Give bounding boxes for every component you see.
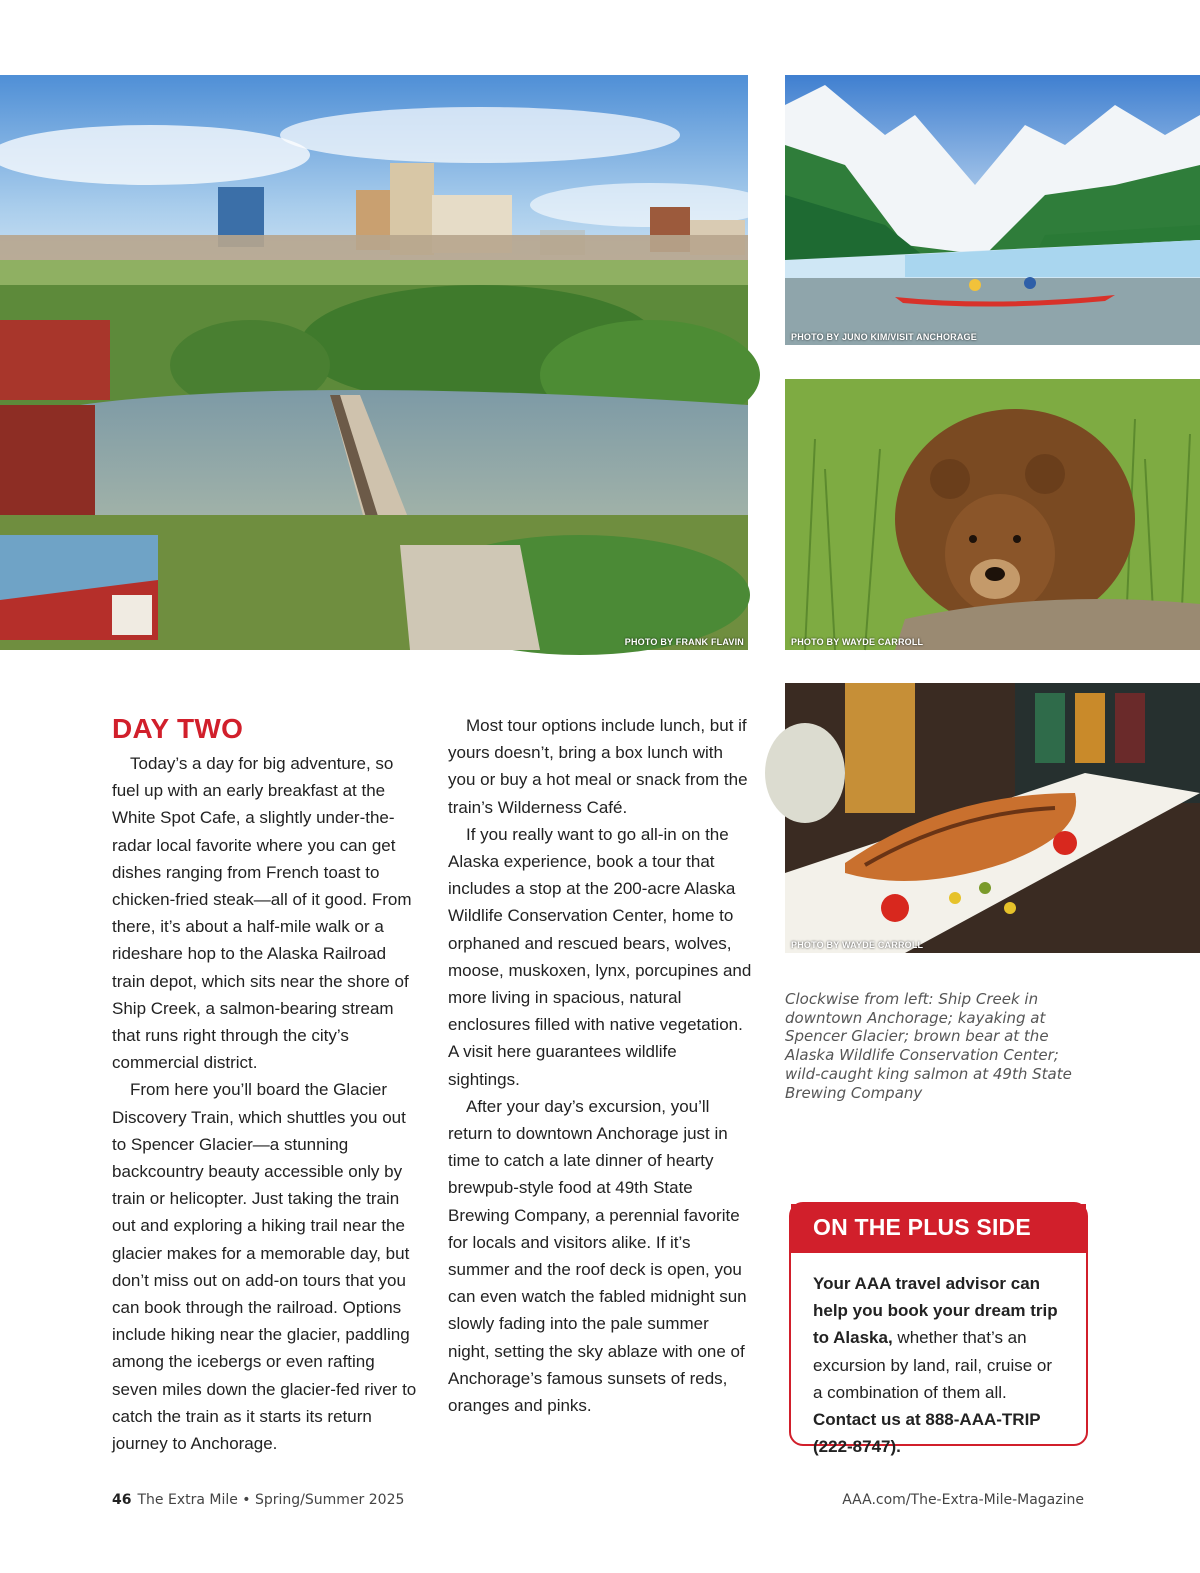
article-paragraph: From here you’ll board the Glacier Discovery Train, which shuttles you out to Spencer Glacier—a stunning backcountry beauty accessible only by train or helicopter. Just taking the train out and exploring a hiking trail near the glacier makes for a memorable day, but don’t miss out on add-on tours that you can book through the railroad. Options include hiking near the glacier, paddling among the icebergs or even rafting seven miles down the glacier-fed river to catch the train as it starts its return journey to Anchorage. [112, 1080, 417, 1454]
photo-credit: PHOTO BY WAYDE CARROLL [791, 940, 924, 950]
photo-kayak [785, 75, 1200, 345]
article-column-1 [112, 712, 417, 1457]
footer-folio [112, 1492, 404, 1508]
photo-salmon [785, 683, 1200, 953]
bear-image [785, 379, 1200, 650]
article-headline: DAY TWO [112, 713, 244, 744]
plus-side-contact: Contact us at 888-AAA-TRIP (222-8747). [813, 1410, 1041, 1457]
photo-ship-creek [0, 75, 748, 650]
page-number: 46 [112, 1492, 132, 1508]
article-paragraph: Most tour options include lunch, but if yours doesn’t, bring a box lunch with you or buy a hot meal or snack from the train’s Wilderness Café. [448, 716, 748, 817]
plus-side-text: whether that’s an excursion by land, rail, cruise or a combination of them all. [813, 1328, 1053, 1402]
publication-name: The Extra Mile • Spring/Summer 2025 [137, 1492, 405, 1508]
kayak-image [785, 75, 1200, 345]
plus-side-body [791, 1253, 1086, 1460]
plus-side-intro: Your AAA travel advisor can help you book your dream trip to Alaska, [813, 1274, 1058, 1348]
article-paragraph: Today’s a day for big adventure, so fuel up with an early breakfast at the White Spot Cafe, a slightly under-the-radar local favorite where you can get dishes ranging from French toast to chicken-fried steak—all of it good. From there, it’s about a half-mile walk or a rideshare hop to the Alaska Railroad train depot, which sits near the shore of Ship Creek, a salmon-bearing stream that runs right through the city’s commercial district. [112, 754, 412, 1073]
photo-bear [785, 379, 1200, 650]
plus-side-title: ON THE PLUS SIDE [791, 1204, 1086, 1253]
ship-creek-image [0, 75, 748, 650]
article-paragraph: After your day’s excursion, you’ll return to downtown Anchorage just in time to catch a late dinner of hearty brewpub-style food at 49th State Brewing Company, a perennial favorite for locals and visitors alike. If it’s summer and the roof deck is open, you can even watch the fabled midnight sun slowly fading into the pale summer night, setting the sky ablaze with one of Anchorage’s famous sunsets of reds, oranges and pinks. [448, 1096, 747, 1416]
photo-credit: PHOTO BY WAYDE CARROLL [791, 637, 924, 647]
article-column-2 [448, 712, 753, 1419]
article-paragraph: If you really want to go all-in on the Alaska experience, book a tour that includes a stop at the 200-acre Alaska Wildlife Conservation Center, home to orphaned and rescued bears, wolves, moose, muskoxen, lynx, porcupines and more living in spacious, natural enclosures filled with native vegetation. A visit here guarantees wildlife sightings. [448, 824, 752, 1089]
salmon-image [785, 683, 1200, 953]
footer-url[interactable]: AAA.com/The-Extra-Mile-Magazine [842, 1492, 1084, 1508]
photo-credit: PHOTO BY JUNO KIM/VISIT ANCHORAGE [791, 332, 977, 342]
photo-caption: Clockwise from left: Ship Creek in downtown Anchorage; kayaking at Spencer Glacier; brown bear at the Alaska Wildlife Conservation Center; wild-caught king salmon at 49th State Brewing Company [785, 990, 1072, 1102]
photo-credit: PHOTO BY FRANK FLAVIN [624, 637, 744, 647]
plus-side-box [789, 1202, 1088, 1457]
